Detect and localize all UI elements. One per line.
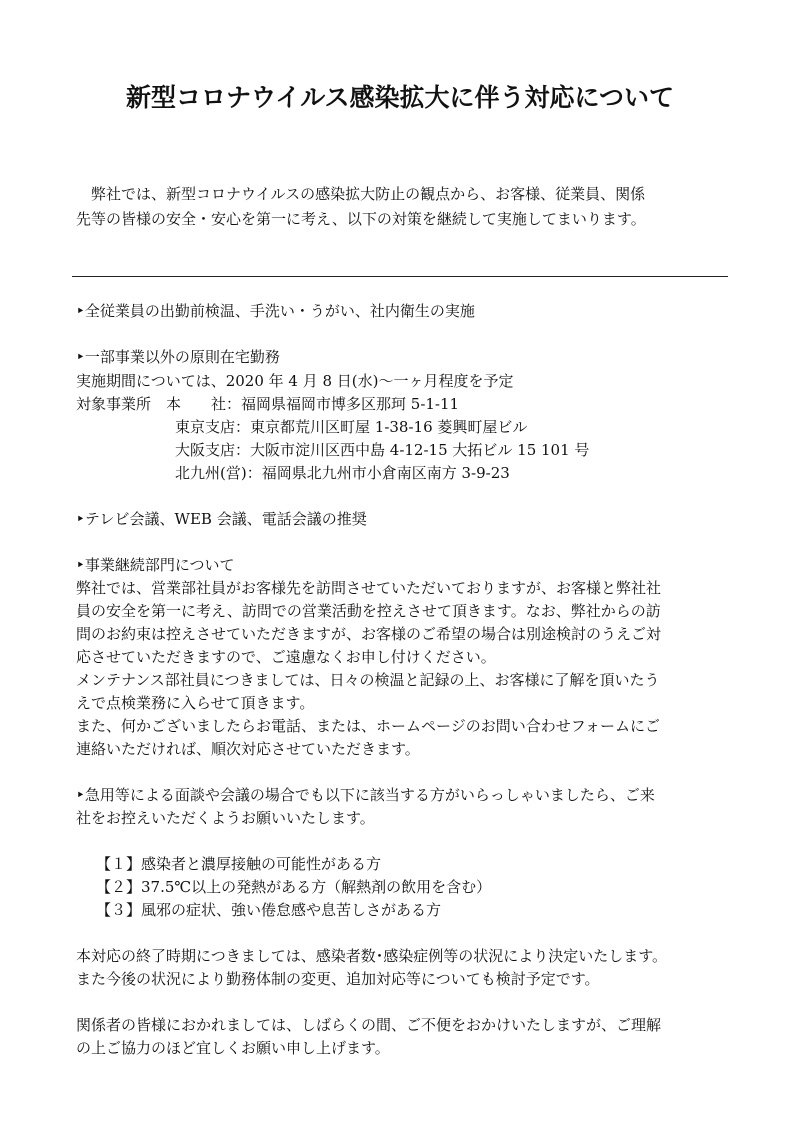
- restriction-item-1: 【１】感染者と濃厚接触の可能性がある方: [96, 855, 382, 873]
- office-osaka: 大阪支店：大阪市淀川区西中島 4-12-15 大拓ビル 15 101 号: [175, 441, 590, 459]
- visit-restriction-line-1: ‣急用等による面談や会議の場合でも以下に該当する方がいらっしゃいましたら、ご来: [76, 786, 655, 804]
- visit-restriction-line-2: 社をお控えいただくようお願いいたします。: [76, 809, 375, 827]
- continuity-line-2: 員の安全を第一に考え、訪問での営業活動を控えさせて頂きます。なお、弊社からの訪: [76, 602, 661, 620]
- closing-line-1: 本対応の終了時期につきましては、感染者数･感染症例等の状況により決定いたします。: [76, 947, 668, 965]
- office-kitakyushu: 北九州(営)：福岡県北九州市小倉南区南方 3-9-23: [175, 464, 510, 482]
- closing-line-2: また今後の状況により勤務体制の変更、追加対応等についても検討予定です。: [76, 970, 600, 988]
- continuity-line-8: 連絡いただければ、順次対応させていただきます。: [76, 740, 420, 758]
- section-heading-remote-meetings: ‣テレビ会議、WEB 会議、電話会議の推奨: [76, 510, 367, 528]
- section-heading-business-continuity: ‣事業継続部門について: [76, 556, 235, 574]
- section-heading-remote-work: ‣一部事業以外の原則在宅勤務: [76, 348, 280, 366]
- continuity-line-7: また、何かございましたらお電話、または、ホームページのお問い合わせフォームにご: [76, 717, 660, 735]
- closing-line-4: の上ご協力のほど宜しくお願い申し上げます。: [76, 1039, 390, 1057]
- closing-line-3: 関係者の皆様におかれましては、しばらくの間、ご不便をおかけいたしますが、ご理解: [76, 1016, 662, 1034]
- intro-line-1: 弊社では、新型コロナウイルスの感染拡大防止の観点から、お客様、従業員、関係: [76, 185, 646, 203]
- restriction-item-2: 【２】37.5℃以上の発熱がある方（解熱剤の飲用を含む）: [96, 878, 492, 896]
- continuity-line-5: メンテナンス部社員につきましては、日々の検温と記録の上、お客様に了解を頂いたう: [76, 671, 660, 689]
- office-head-office: 対象事業所 本 社：福岡県福岡市博多区那珂 5-1-11: [76, 395, 460, 413]
- page-title: 新型コロナウイルス感染拡大に伴う対応について: [125, 83, 674, 112]
- continuity-line-1: 弊社では、営業部社員がお客様先を訪問させていただいておりますが、お客様と弊社社: [76, 579, 662, 597]
- office-tokyo: 東京支店：東京都荒川区町屋 1-38-16 菱興町屋ビル: [175, 418, 528, 436]
- continuity-line-4: 応させていただきますので、ご遠慮なくお申し付けください。: [76, 648, 496, 666]
- section-heading-hygiene: ‣全従業員の出勤前検温、手洗い・うがい、社内衛生の実施: [76, 302, 475, 320]
- restriction-item-3: 【３】風邪の症状、強い倦怠感や息苦しさがある方: [96, 901, 442, 919]
- intro-line-2: 先等の皆様の安全・安心を第一に考え、以下の対策を継続して実施してまいります。: [76, 210, 646, 228]
- continuity-line-6: えで点検業務に入らせて頂きます。: [76, 694, 315, 712]
- divider-line: [72, 276, 728, 277]
- continuity-line-3: 問のお約束は控えさせていただきますが、お客様のご希望の場合は別途検討のうえご対: [76, 625, 662, 643]
- remote-work-period: 実施期間については、2020 年 4 月 8 日(水)〜一ヶ月程度を予定: [76, 372, 514, 390]
